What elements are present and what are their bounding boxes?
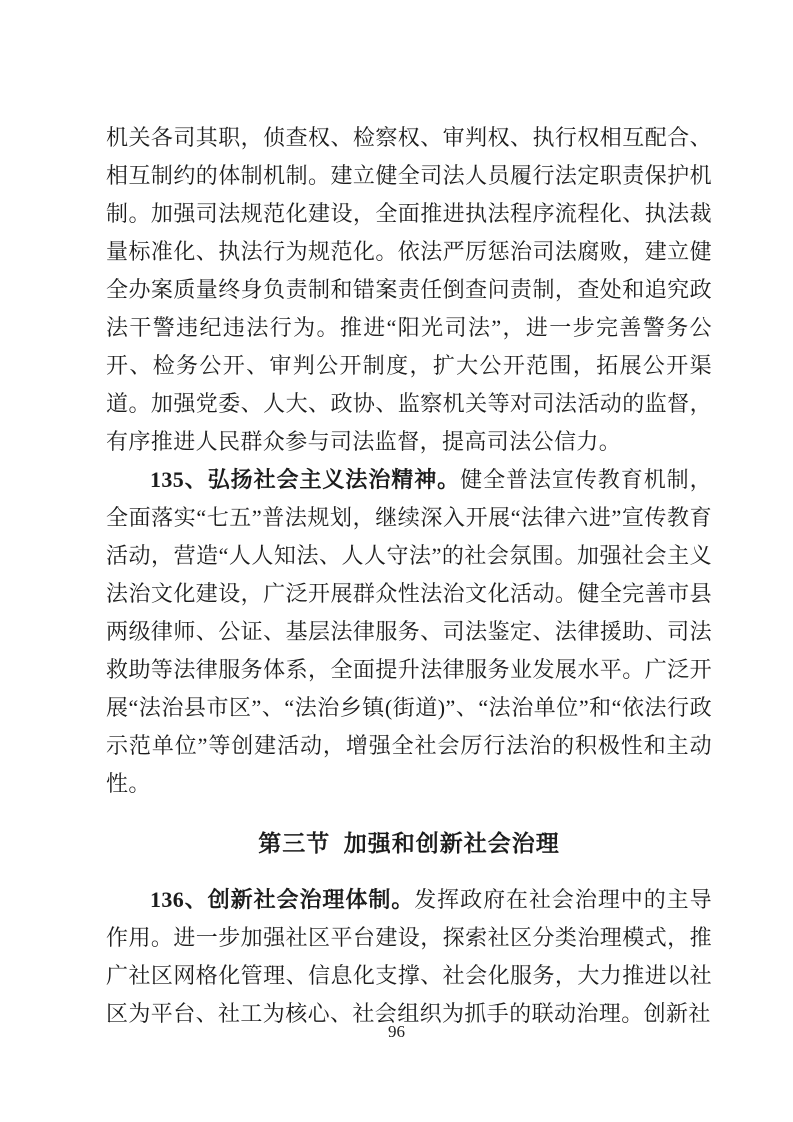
item-136-lead: 136、创新社会治理体制。 (150, 887, 415, 912)
paragraph-item-135 (106, 461, 712, 803)
item-135-lead: 135、弘扬社会主义法治精神。 (150, 467, 461, 492)
page-number: 96 (388, 1022, 405, 1041)
item-136-body: 发挥政府在社会治理中的主导作用。进一步加强社区平台建设，探索社区分类治理模式，推广社区网格化管理、信息化支撑、社会化服务，大力推进以社区为平台、社工为核心、社会组织为抓手的联动治理。创新社 (106, 887, 713, 1026)
paragraph-item-136 (106, 881, 712, 1033)
text-block (106, 119, 712, 1033)
section-heading: 第三节 加强和创新社会治理 (258, 831, 560, 856)
item-135-body: 健全普法宣传教育机制，全面落实“七五”普法规划，继续深入开展“法律六进”宣传教育活动，营造“人人知法、人人守法”的社会氛围。加强社会主义法治文化建设，广泛开展群众性法治文化活动。健全完善市县两级律师、公证、基层法律服务、司法鉴定、法律援助、司法救助等法律服务体系，全面提升法律服务业发展水平。广泛开展“法治县市区”、“法治乡镇(街道)”、“法治单位”和“依法行政示范单位”等创建活动，增强全社会厉行法治的积极性和主动性。 (106, 467, 712, 796)
paragraph-continuation: 机关各司其职，侦查权、检察权、审判权、执行权相互配合、相互制约的体制机制。建立健全司法人员履行法定职责保护机制。加强司法规范化建设，全面推进执法程序流程化、执法裁量标准化、执法行为规范化。依法严厉惩治司法腐败，建立健全办案质量终身负责制和错案责任倒查问责制，查处和追究政法干警违纪违法行为。推进“阳光司法”，进一步完善警务公开、检务公开、审判公开制度，扩大公开范围，拓展公开渠道。加强党委、人大、政协、监察机关等对司法活动的监督，有序推进人民群众参与司法监督，提高司法公信力。 (106, 125, 712, 454)
